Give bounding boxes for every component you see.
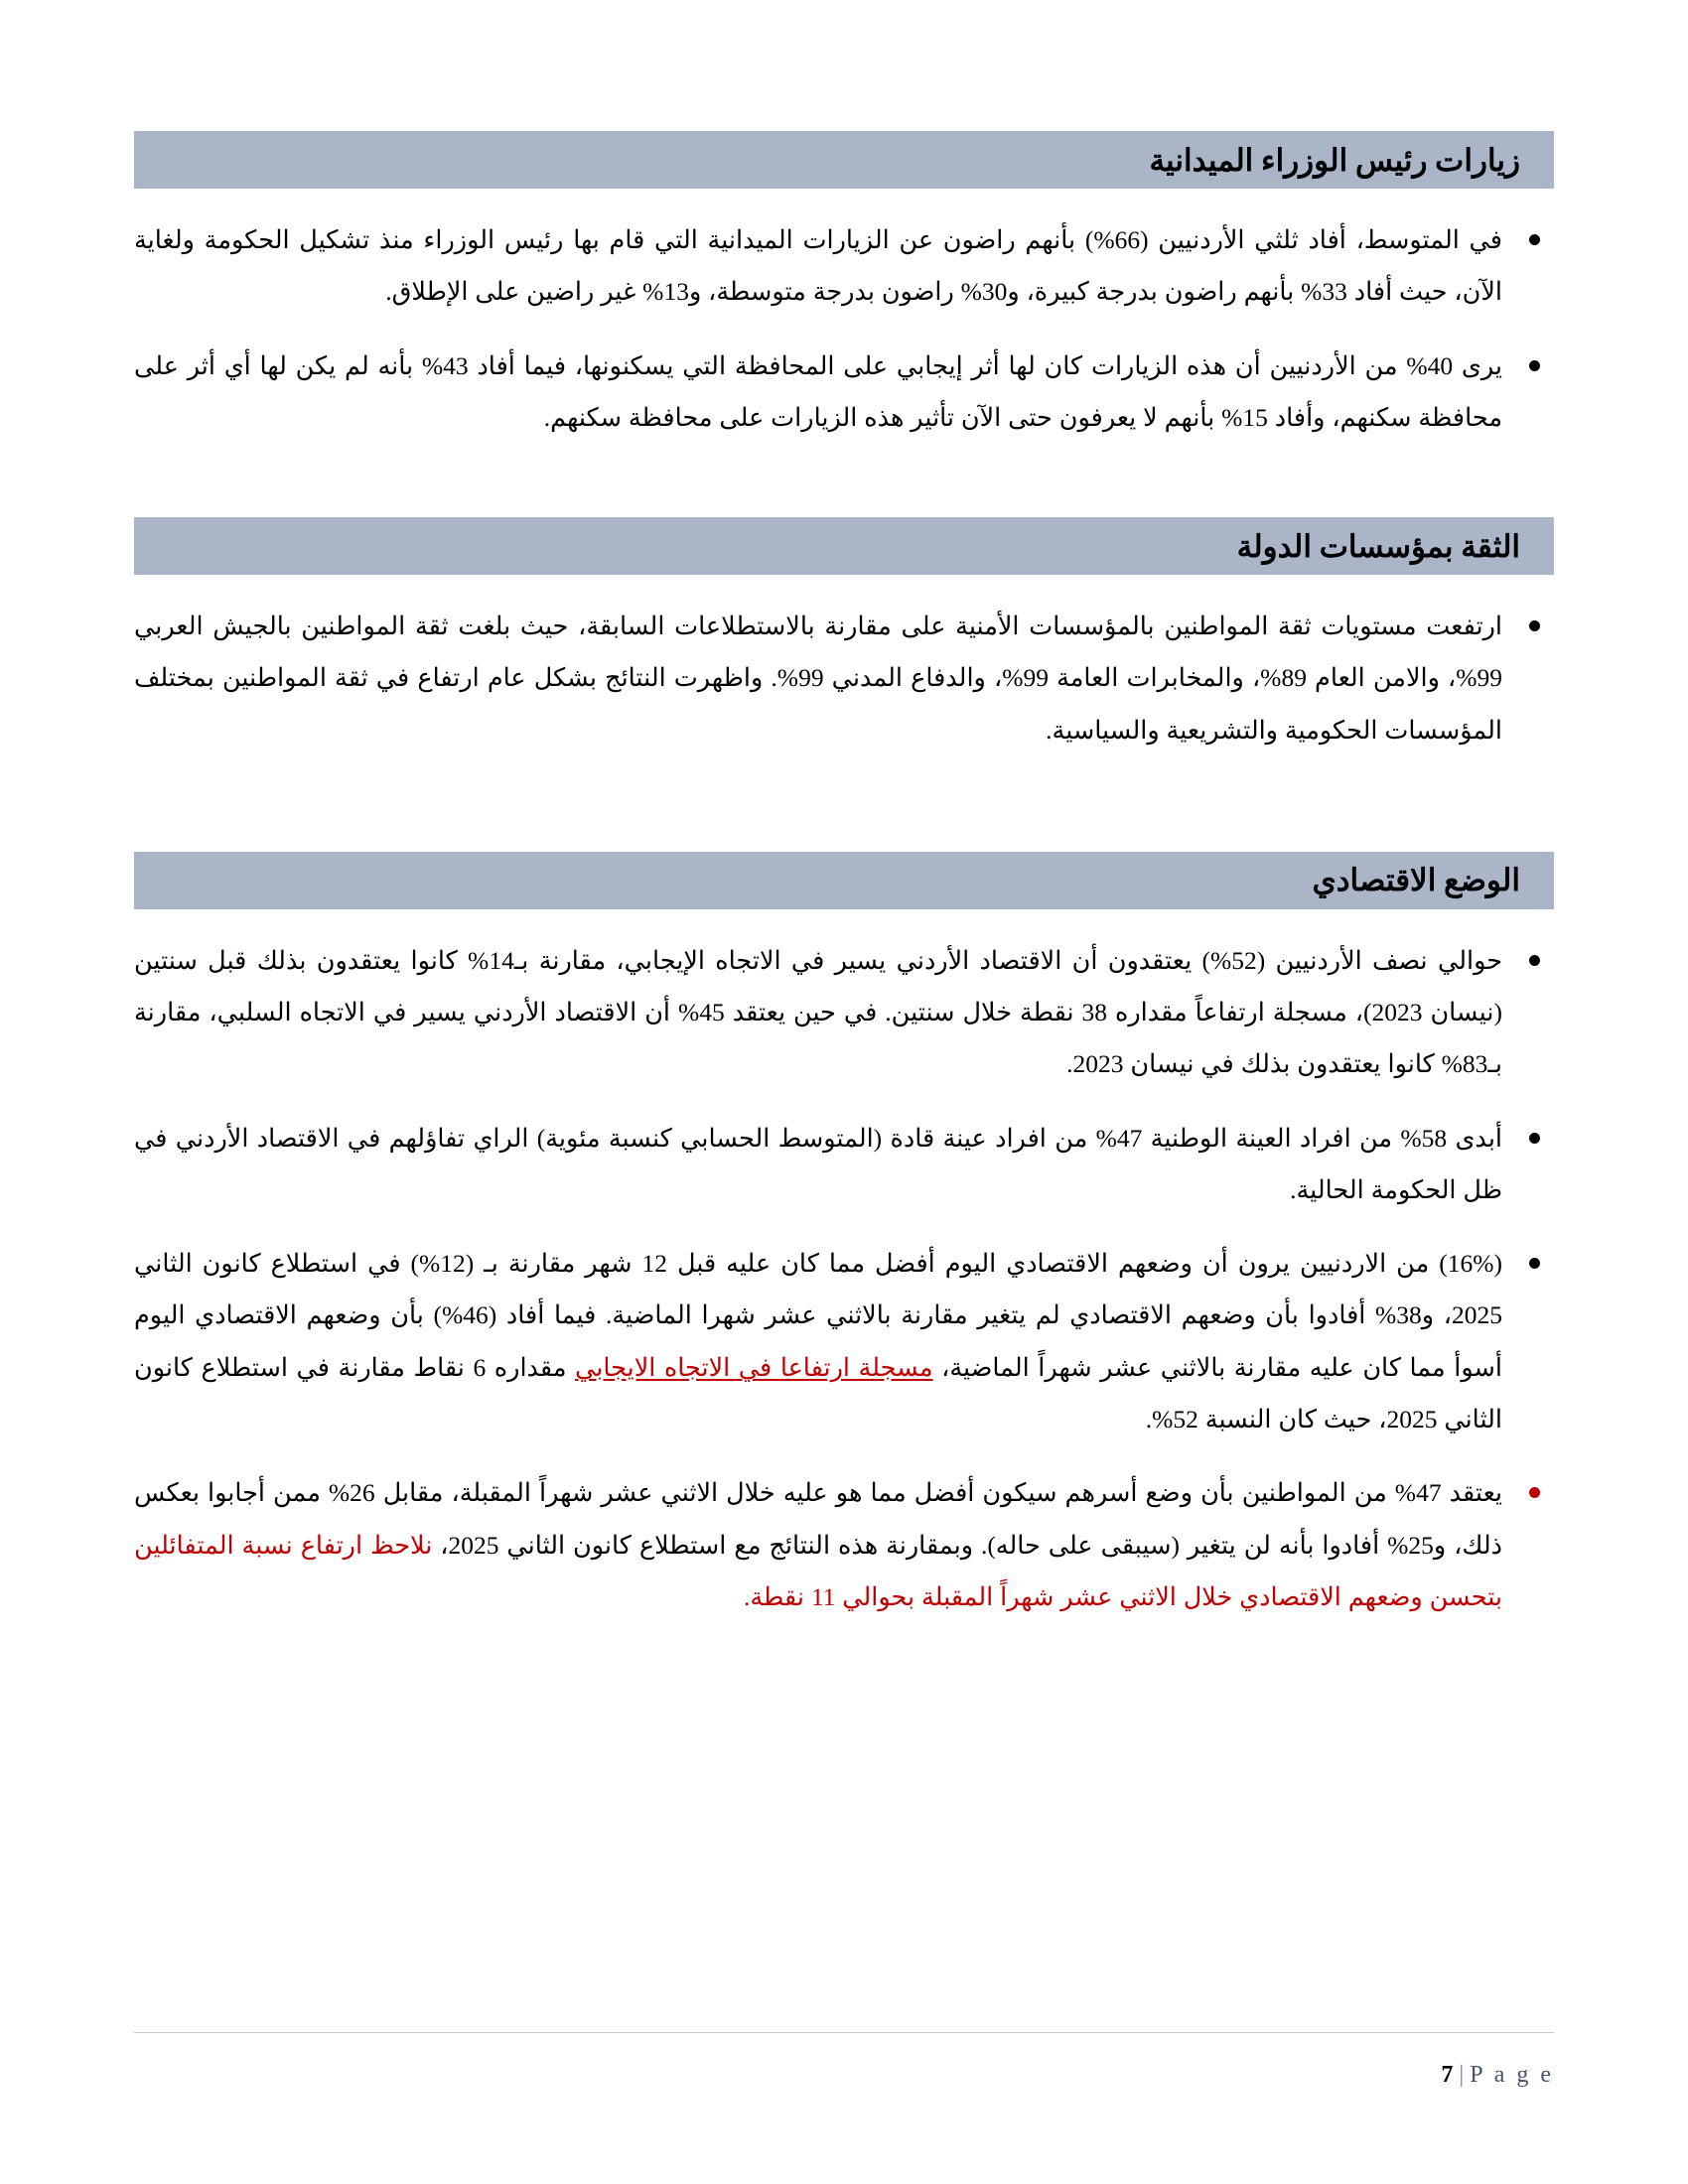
bullet-text: ارتفعت مستويات ثقة المواطنين بالمؤسسات الأمنية على مقارنة بالاستطلاعات السابقة، حيث بلغت ثقة المواطنين بالجيش العربي 99%، والامن العام 89%، والمخابرات العامة 99%، والدفاع المدني 99%. واظهرت النتائج بشكل عام ارتفاع في ثقة المواطنين بمختلف المؤسسات الحكومية والتشريعية والسياسية. (134, 612, 1502, 745)
bullet-text-segment: مقداره 6 نقاط مقارنة في استطلاع كانون الثاني 2025، حيث كان النسبة 52%. (134, 1352, 1502, 1433)
bullet-text: أبدى 58% من افراد العينة الوطنية 47% من افراد عينة قادة (المتوسط الحسابي كنسبة مئوية) الراي تفاؤلهم في الاقتصاد الأردني في ظل الحكومة الحالية. (134, 1123, 1503, 1204)
list-item (134, 341, 1554, 445)
bullet-text: في المتوسط، أفاد ثلثي الأردنيين (66%) بأنهم راضون عن الزيارات الميدانية التي قام بها رئيس الوزراء منذ تشكيل الحكومة ولغاية الآن، حيث أفاد 33% بأنهم راضون بدرجة كبيرة، و30% راضون بدرجة متوسطة، و13% غير راضين على الإطلاق. (134, 225, 1503, 307)
list-item (134, 1238, 1554, 1445)
footer-divider (134, 2032, 1554, 2033)
spacer (134, 444, 1554, 517)
bullet-text: يرى 40% من الأردنيين أن هذه الزيارات كان لها أثر إيجابي على المحافظة التي يسكنونها، فيما أفاد 43% بأنه لم يكن لها أي أثر على محافظة سكنهم، وأفاد 15% بأنهم لا يعرفون حتى الآن تأثير هذه الزيارات على محافظة سكنهم. (134, 350, 1502, 432)
spacer (134, 756, 1554, 852)
footer-page-label: P a g e (1470, 2062, 1554, 2088)
bullet-list-trust-state-institutions (134, 601, 1554, 756)
footer (134, 2062, 1554, 2089)
bullet-list-pm-field-visits (134, 214, 1554, 444)
footer-separator: | (1459, 2062, 1465, 2088)
page-content (134, 131, 1554, 1623)
list-item (134, 1113, 1554, 1217)
section-heading-economic-situation (134, 852, 1554, 909)
bullet-text-segment: (16%) من الاردنيين يرون أن وضعهم الاقتصادي اليوم أفضل مما كان عليه قبل 12 شهر مقارنة بـ (12%) في استطلاع كانون الثاني 2025، و38% أفادوا بأن وضعهم الاقتصادي لم يتغير مقارنة بالاثني عشر شهرا الماضية. فيما أفاد (46%) بأن وضعهم الاقتصادي اليوم أسوأ مما كان عليه مقارنة بالاثني عشر شهراً الماضية، (134, 1249, 1503, 1382)
section-heading-label: الوضع الاقتصادي (1312, 863, 1520, 898)
list-item (134, 214, 1554, 319)
bullet-list-economic-situation (134, 935, 1554, 1623)
bullet-text: حوالي نصف الأردنيين (52%) يعتقدون أن الاقتصاد الأردني يسير في الاتجاه الإيجابي، مقارنة بـ14% كانوا يعتقدون بذلك قبل سنتين (نيسان 2023)، مسجلة ارتفاعاً مقداره 38 نقطة خلال سنتين. في حين يعتقد 45% أن الاقتصاد الأردني يسير في الاتجاه السلبي، مقارنة بـ83% كانوا يعتقدون بذلك في نيسان 2023. (134, 945, 1503, 1079)
section-heading-label: زيارات رئيس الوزراء الميدانية (1149, 142, 1520, 178)
highlighted-text-positive-trend: مسجلة ارتفاعا في الاتجاه الايجابي (575, 1352, 933, 1382)
list-item (134, 601, 1554, 756)
section-heading-trust-state-institutions (134, 517, 1554, 575)
list-item (134, 1467, 1554, 1623)
section-heading-label: الثقة بمؤسسات الدولة (1236, 528, 1520, 564)
list-item (134, 935, 1554, 1091)
page-number: 7 (1441, 2062, 1454, 2088)
highlighted-text-optimism-increase: نلاحظ ارتفاع نسبة المتفائلين بتحسن وضعهم الاقتصادي خلال الاثني عشر شهراً المقبلة بحوالي 11 نقطة. (134, 1530, 1502, 1611)
section-heading-pm-field-visits (134, 131, 1554, 189)
bullet-text-segment: يعتقد 47% من المواطنين بأن وضع أسرهم سيكون أفضل مما هو عليه خلال الاثني عشر شهراً المقبلة، مقابل 26% ممن أجابوا بعكس ذلك، و25% أفادوا بأنه لن يتغير (سيبقى على حاله). وبمقارنة هذه النتائج مع استطلاع كانون الثاني 2025، (134, 1478, 1502, 1560)
